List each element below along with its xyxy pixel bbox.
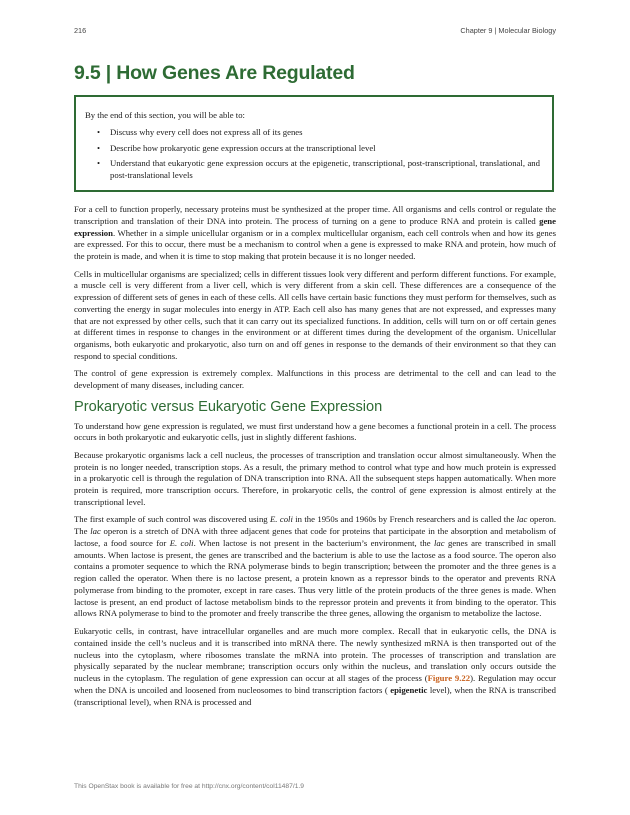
- paragraph-specialized-cells: Cells in multicellular organisms are specialized; cells in different tissues look very different and perform different functions. For example, a muscle cell is very different from a liver cell, which is very different from a skin cell. These differences are a consequence of the expression of different sets of genes in each of these cells. All cells have certain basic functions they must perform for themselves, such as converting the energy in sugar molecules into energy in ATP. Each cell also has many genes that are not expressed, and expresses many that are not expressed by other cells, such that it can carry out its specialized functions. In addition, cells will turn on or off certain genes at different times in response to changes in the environment or at different times during the development of the organism. Unicellular organisms, both eukaryotic and prokaryotic, also turn on and off genes in response to the demands of their environment so that they can respond to special conditions.: [74, 268, 556, 361]
- paragraph-intro: For a cell to function properly, necessary proteins must be synthesized at the proper time. All organisms and cells control or regulate the transcription and translation of their DNA into protein. The process of turning on a gene to produce RNA and protein is called gene expression. Whether in a simple unicellular organism or in a complex multicellular organism, each cell controls when and how its genes are expressed. For this to occur, there must be a mechanism to control when a gene is expressed to make RNA and protein, how much of the protein is made, and when it is time to stop making that protein because it is no longer needed.: [74, 204, 556, 261]
- objectives-list: [85, 127, 540, 182]
- subsection-title: Prokaryotic versus Eukaryotic Gene Expression: [74, 398, 383, 415]
- body-text: [74, 204, 556, 714]
- paragraph-prokaryotic: Because prokaryotic organisms lack a cell nucleus, the processes of transcription and translation occur almost simultaneously. When the protein is no longer needed, transcription stops. As a result, the primary method to control what type and how much protein is expressed in a prokaryotic cell is through the regulation of DNA transcription into RNA. All the subsequent steps happen automatically. When more protein is required, more transcription occurs. Therefore, in prokaryotic cells, the control of gene expression is almost entirely at the transcriptional level.: [74, 449, 556, 507]
- objective-item: • Describe how prokaryotic gene expression occurs at the transcriptional level: [110, 143, 540, 155]
- term-gene-expression: gene expression: [74, 215, 556, 238]
- term-epigenetic: epigenetic: [390, 684, 428, 695]
- paragraph-complexity: The control of gene expression is extremely complex. Malfunctions in this process are detrimental to the cell and can lead to the development of many diseases, including cancer.: [74, 368, 556, 391]
- section-title: 9.5 | How Genes Are Regulated: [74, 62, 355, 84]
- paragraph-understanding: To understand how gene expression is regulated, we must first understand how a gene becomes a functional protein in a cell. The process occurs in both prokaryotic and eukaryotic cells, just in slightly different fashions.: [74, 420, 556, 443]
- paragraph-eukaryotic: Eukaryotic cells, in contrast, have intracellular organelles and are much more complex. Recall that in eukaryotic cells, the DNA is contained inside the cell’s nucleus and it is transcribed into mRNA there. The newly synthesized mRNA is then transported out of the nucleus into the cytoplasm, where ribosomes translate the mRNA into protein. The processes of transcription and translation are physically separated by the nuclear membrane; transcription occurs only within the nucleus, and translation only occurs outside the nucleus in the cytoplasm. The regulation of gene expression can occur at all stages of the process (Figure 9.22). Regulation may occur when the DNA is uncoiled and loosened from nucleosomes to bind transcription factors ( epigenetic level), when the RNA is transcribed (transcriptional level), when RNA is processed and: [74, 626, 557, 707]
- page-number: 216: [74, 26, 87, 35]
- learning-objectives-box: [74, 95, 554, 192]
- objective-item: • Understand that eukaryotic gene expression occurs at the epigenetic, transcriptional, post-transcriptional, translational, and post-translational levels: [110, 158, 540, 182]
- footer-note: This OpenStax book is available for free at http://cnx.org/content/col11487/1.9: [74, 783, 304, 790]
- figure-link[interactable]: Figure 9.22: [427, 673, 471, 684]
- paragraph-lac-operon: The first example of such control was discovered using E. coli in the 1950s and 1960s by French researchers and is called the lac operon. The lac operon is a stretch of DNA with three adjacent genes that code for proteins that participate in the absorption and metabolism of lactose, a food source for E. coli. When lactose is not present in the bacterium’s environment, the lac genes are transcribed in small amounts. When lactose is present, the genes are transcribed and the bacterium is able to use the lactose as a food source. The operon also contains a promoter sequence to which the RNA polymerase binds to begin transcription; between the promoter and the three genes is a region called the operator. When there is no lactose present, a protein known as a repressor binds to the operator and prevents RNA polymerase from binding to the promoter, except in rare cases. Thus very little of the protein products of the three genes is made. When lactose is present, an end product of lactose metabolism binds to the repressor protein and prevents it from binding to the operator. This allows RNA polymerase to bind to the promoter and freely transcribe the three genes, allowing the organism to metabolize the lactose.: [74, 514, 556, 619]
- chapter-header: Chapter 9 | Molecular Biology: [460, 26, 556, 35]
- objective-item: • Discuss why every cell does not express all of its genes: [110, 127, 540, 139]
- objectives-intro: By the end of this section, you will be able to:: [85, 110, 245, 120]
